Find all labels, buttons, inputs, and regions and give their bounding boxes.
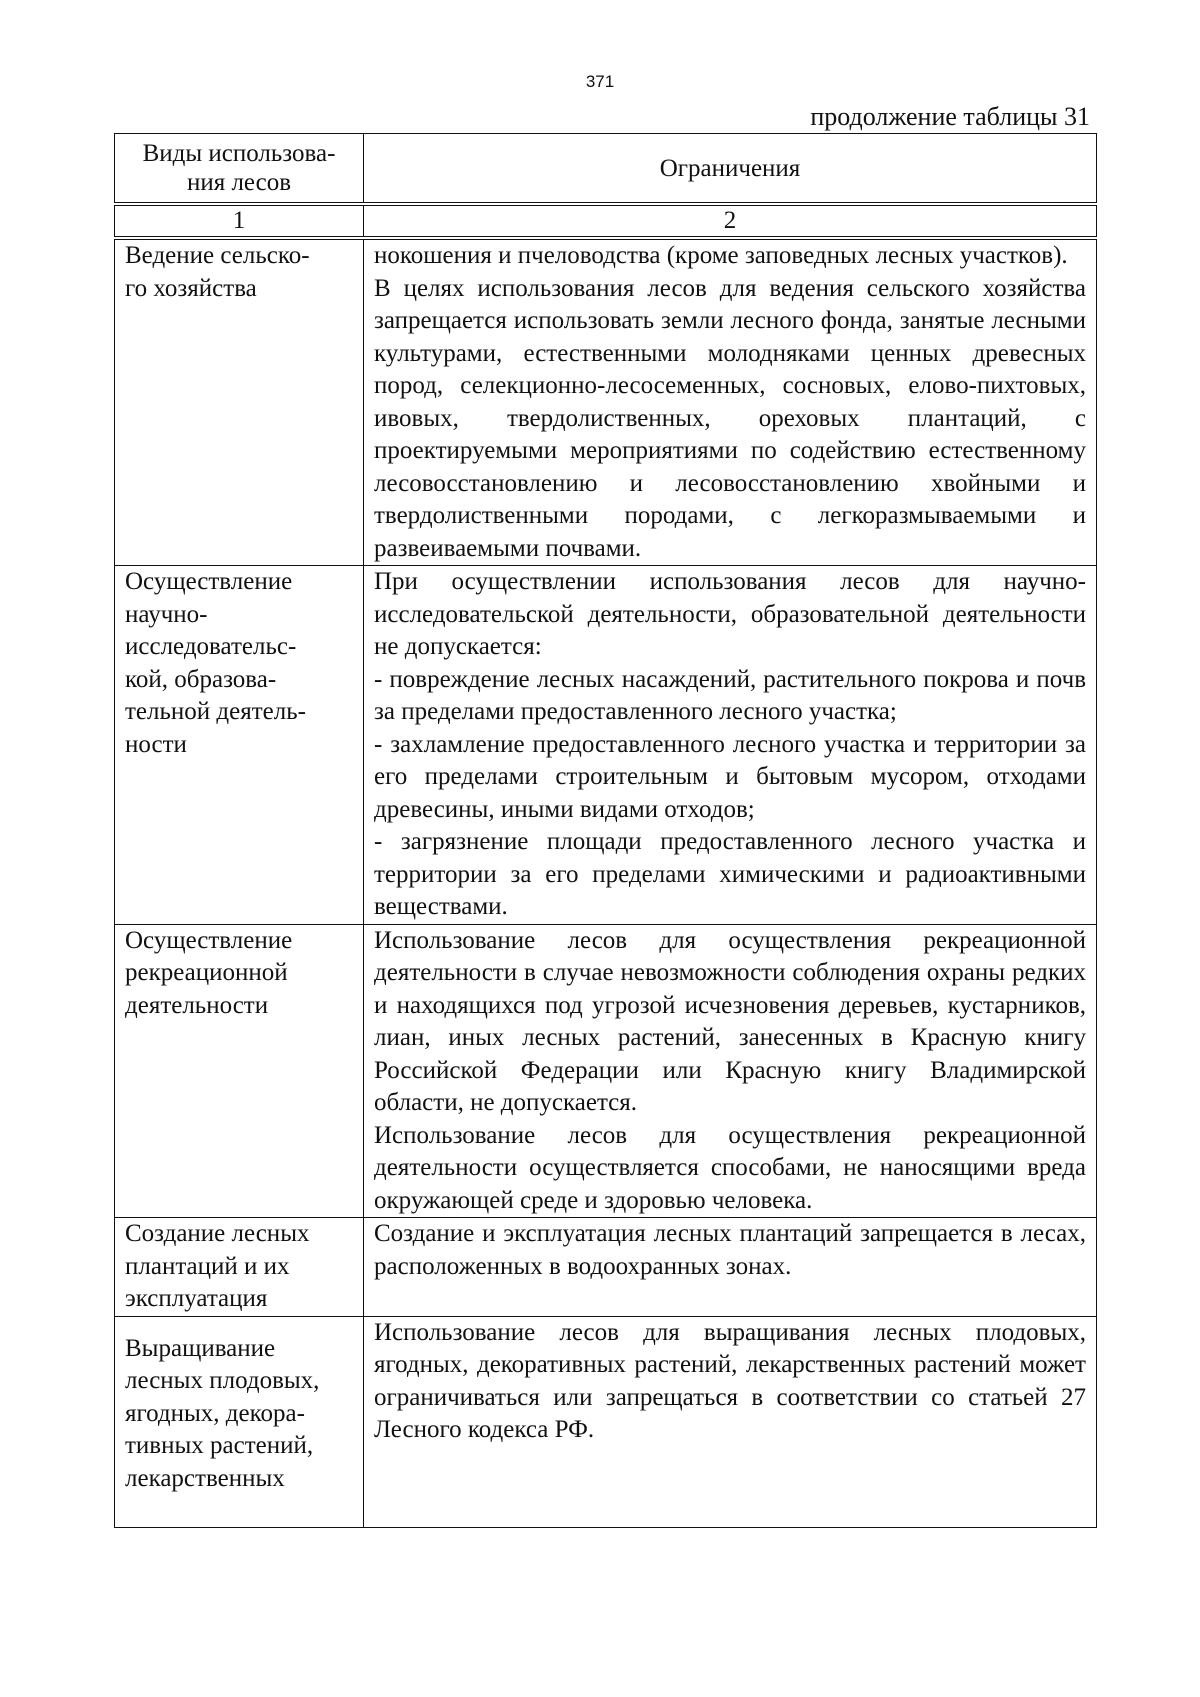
restriction-paragraph: При осуществлении использования лесов для научно-исследовательской деятельности, образовательной деятельности не допускается:: [374, 568, 1086, 660]
forest-use-type-cell: [115, 1316, 364, 1527]
restriction-paragraph: - загрязнение площади предоставленного лесного участка и территории за его пределами химическими и радиоактивными веществами.: [374, 828, 1086, 920]
restriction-paragraph: Использование лесов для осуществления рекреационной деятельности в случае невозможности соблюдения охраны редких и находящихся под угрозой исчезновения деревьев, кустарников, лиан, иных лесных растений, занесенных в Красную книгу Российской Федерации или Красную книгу Владимирской области, не допускается.: [374, 926, 1086, 1116]
type-line: го хозяйства: [125, 274, 257, 302]
table-row: [115, 1316, 1097, 1527]
restriction-paragraph: Создание и эксплуатация лесных плантаций запрещается в лесах, расположенных в водоохранных зонах.: [374, 1220, 1086, 1280]
type-line: исследовательс-: [125, 633, 297, 660]
type-line: тельной деятель-: [125, 698, 306, 725]
table-row: [115, 566, 1097, 925]
restriction-cell: [364, 238, 1097, 566]
type-line: ности: [125, 730, 187, 758]
table-row: [115, 1218, 1097, 1317]
forest-use-type-cell: [115, 238, 364, 566]
type-line: Создание лесных: [125, 1220, 310, 1247]
restriction-paragraph: В целях использования лесов для ведения сельского хозяйства запрещается использовать земли лесного фонда, занятые лесными культурами, естественными молодняками ценных древесных пород, селекционно-лесосеменных, сосновых, елово-пихтовых, ивовых, твердолиственных, ореховых плантаций, с проектируемыми мероприятиями по содействию естественному лесовосстановлению и лесовосстановлению хвойными и твердолиственными породами, с легкоразмываемыми и развеиваемыми почвами.: [374, 274, 1086, 562]
header-line: ния лесов: [186, 169, 292, 196]
restrictions-table: [114, 133, 1097, 1528]
column-number-row: [115, 204, 1097, 238]
type-line: лесных плодовых,: [125, 1367, 320, 1394]
type-line: Осуществление: [125, 568, 293, 595]
header-line: Виды использова-: [142, 140, 336, 167]
column-number: 1: [115, 204, 364, 238]
restriction-cell: [364, 566, 1097, 925]
type-line: лекарственных: [125, 1464, 285, 1492]
restriction-paragraph: Использование лесов для выращивания лесных плодовых, ягодных, декоративных растений, лекарственных растений может ограничиваться или запрещаться в соответствии со статьей 27 Лесного кодекса РФ.: [374, 1318, 1086, 1443]
header-restrictions: Ограничения: [364, 134, 1097, 205]
restriction-paragraph: - повреждение лесных насаждений, растительного покрова и почв за пределами предоставленного лесного участка;: [374, 665, 1086, 725]
type-line: деятельности: [125, 991, 269, 1019]
table-header-row: [115, 134, 1097, 205]
type-line: Осуществление: [125, 926, 293, 954]
forest-use-type-cell: [115, 566, 364, 925]
forest-use-type-cell: [115, 1218, 364, 1317]
type-line: научно-: [125, 600, 208, 628]
type-line: рекреационной: [125, 959, 288, 986]
restriction-cell: [364, 1316, 1097, 1527]
type-line: плантаций и их: [125, 1252, 290, 1280]
forest-use-type-cell: [115, 924, 364, 1218]
type-line: кой, образова-: [125, 665, 277, 693]
type-line: ягодных, декора-: [125, 1399, 305, 1427]
page-number: 371: [585, 72, 615, 91]
type-line: Ведение сельско-: [125, 242, 310, 269]
restriction-paragraph: - захламление предоставленного лесного участка и территории за его пределами строительным и бытовым мусором, отходами древесины, иными видами отходов;: [374, 730, 1086, 823]
type-line: Выращивание: [125, 1334, 276, 1362]
type-line: эксплуатация: [125, 1285, 268, 1312]
table-continuation-caption: продолжение таблицы 31: [810, 102, 1090, 131]
restriction-cell: [364, 1218, 1097, 1317]
restriction-paragraph: Использование лесов для осуществления рекреационной деятельности осуществляется способами, не наносящими вреда окружающей среде и здоровью человека.: [374, 1121, 1086, 1214]
table-row: [115, 238, 1097, 566]
restriction-paragraph: нокошения и пчеловодства (кроме заповедных лесных участков).: [374, 242, 1068, 269]
table-row: [115, 924, 1097, 1218]
column-number: 2: [364, 204, 1097, 238]
header-forest-use-types: [115, 134, 364, 205]
type-line: тивных растений,: [125, 1432, 314, 1459]
restriction-cell: [364, 924, 1097, 1218]
